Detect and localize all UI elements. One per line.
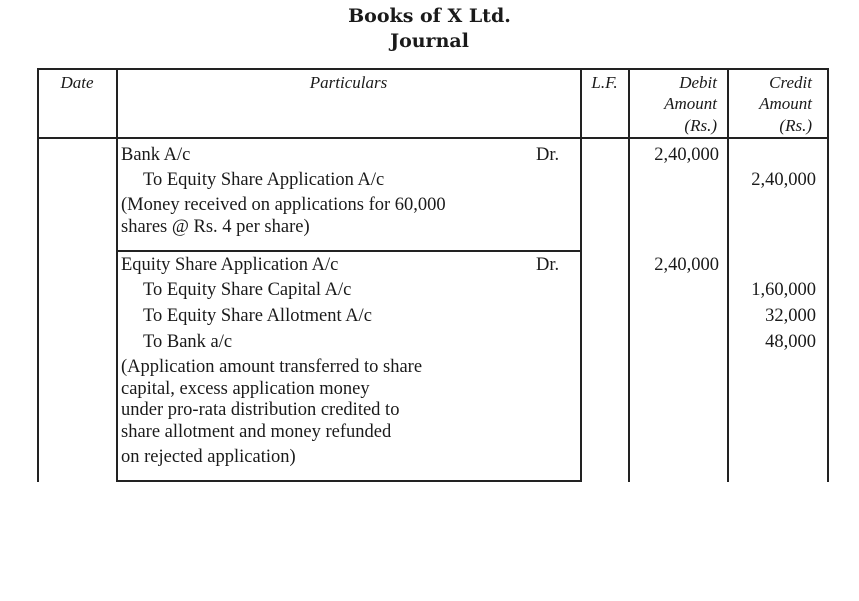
entry2-credit-amount-2: 32,000 <box>765 306 816 326</box>
header-lf: L.F. <box>591 73 618 92</box>
entry2-credit-account-2: To Equity Share Allotment A/c <box>143 306 372 326</box>
entry1-credit-account: To Equity Share Application A/c <box>143 170 385 190</box>
header-credit-line3: (Rs.) <box>779 116 812 135</box>
header-particulars: Particulars <box>309 73 388 92</box>
entry2-narration-line3: under pro-rata distribution credited to <box>121 400 400 420</box>
entry-separator <box>116 250 580 252</box>
entry2-narration-line5: on rejected application) <box>121 447 296 467</box>
table-top-border <box>37 68 828 70</box>
entry2-debit-account: Equity Share Application A/c <box>121 255 339 275</box>
entry2-narration-line2: capital, excess application money <box>121 379 370 399</box>
entry2-credit-amount-1: 1,60,000 <box>751 280 816 300</box>
entry1-narration-line2: shares @ Rs. 4 per share) <box>121 217 310 237</box>
entry1-narration-line1: (Money received on applications for 60,000 <box>121 195 446 215</box>
entry1-debit-amount: 2,40,000 <box>654 145 719 165</box>
entry2-narration-line1: (Application amount transferred to share <box>121 357 423 377</box>
header-date: Date <box>60 73 94 92</box>
col-border-particulars <box>580 68 582 482</box>
entry1-credit-amount: 2,40,000 <box>751 170 816 190</box>
entry2-debit-amount: 2,40,000 <box>654 255 719 275</box>
book-title: Books of X Ltd. <box>348 5 511 27</box>
entry2-credit-amount-3: 48,000 <box>765 332 816 352</box>
header-debit-line2: Amount <box>664 94 717 113</box>
header-credit-line1: Credit <box>769 73 812 92</box>
header-debit-line3: (Rs.) <box>684 116 717 135</box>
header-bottom-border <box>37 137 828 139</box>
entry2-dr: Dr. <box>536 255 560 275</box>
col-border-date <box>116 68 118 482</box>
entry1-dr: Dr. <box>536 145 560 165</box>
col-border-right <box>827 68 829 482</box>
header-debit-line1: Debit <box>679 73 717 92</box>
journal-title: Journal <box>390 30 469 52</box>
entry2-credit-account-1: To Equity Share Capital A/c <box>143 280 352 300</box>
header-credit-line2: Amount <box>759 94 812 113</box>
col-border-left <box>37 68 39 482</box>
entry1-debit-account: Bank A/c <box>121 145 191 165</box>
particulars-bottom-border <box>116 480 580 482</box>
entry2-narration-line4: share allotment and money refunded <box>121 422 392 442</box>
entry2-credit-account-3: To Bank a/c <box>143 332 233 352</box>
